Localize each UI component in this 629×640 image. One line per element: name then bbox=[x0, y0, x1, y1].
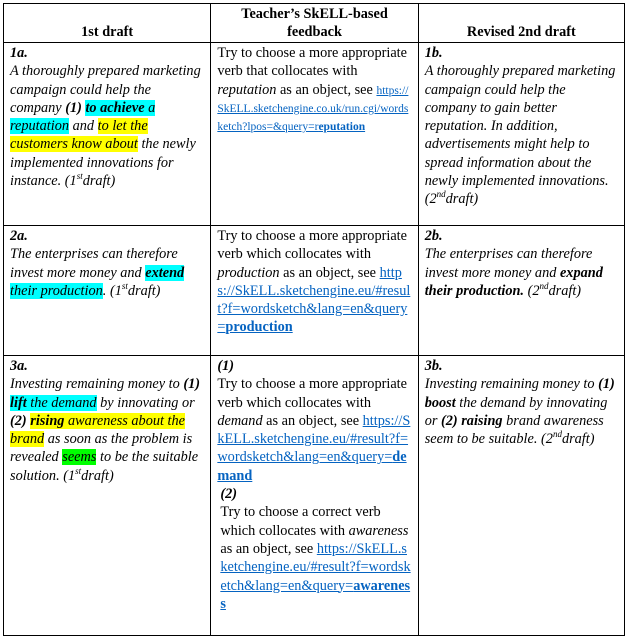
table-row bbox=[4, 43, 625, 226]
skell-link[interactable]: https://SkELL.sketchengine.co.uk/run.cgi/wordsketch?lpos=&query=reputation bbox=[217, 84, 409, 134]
item-label: 1b. bbox=[424, 45, 443, 61]
revised-draft-cell: 3b. Investing remaining money to (1) boost the demand by innovating or (2) raising brand awareness seem to be suitable. (2nddraft) bbox=[418, 356, 624, 636]
skell-link[interactable]: https://SkELL.sketchengine.eu/#result?f=wordsketch&lang=en&query=demand bbox=[217, 412, 411, 484]
table-row bbox=[4, 356, 625, 636]
item-label: 3a. bbox=[10, 358, 28, 374]
feedback-cell: Try to choose a more appropriate verb that collocates with reputation as an object, see https://SkELL.sketchengine.co.uk/run.cgi/wordsketch?lpos=&query=reputation bbox=[211, 43, 418, 226]
skell-link[interactable]: https://SkELL.sketchengine.eu/#result?f=wordsketch&lang=en&query=production bbox=[217, 264, 411, 336]
feedback-cell: Try to choose a more appropriate verb which collocates with production as an object, see https://SkELL.sketchengine.eu/#result?f=wordsketch&lang=en&query=production bbox=[211, 226, 418, 356]
table-row bbox=[4, 226, 625, 356]
first-draft-cell: 2a. The enterprises can therefore invest more money and extend their production. (1stdraft) bbox=[4, 226, 211, 356]
feedback-cell: (1) Try to choose a more appropriate verb which collocates with demand as an object, see https://SkELL.sketchengine.eu/#result?f=wordsketch&lang=en&query=demand (2) Try to choose a correct verb which collocates with awareness as an object, see https://SkELL.sketchengine.eu/#result?f=wordsketch&lang=en&query=awareness bbox=[211, 356, 418, 636]
item-label: 1a. bbox=[10, 45, 28, 61]
item-label: 3b. bbox=[424, 358, 443, 374]
header-teacher-feedback: Teacher’s SkELL-based feedback bbox=[211, 4, 418, 43]
feedback-table bbox=[3, 3, 625, 636]
header-revised-draft: Revised 2nd draft bbox=[418, 4, 624, 43]
first-draft-cell: 1a. A thoroughly prepared marketing campaign could help the company (1) to achieve a reputation and to let the customers know about the newly implemented innovations for instance. (1stdraft) bbox=[4, 43, 211, 226]
highlight-yellow: to let the customers know about bbox=[10, 118, 148, 153]
header-first-draft: 1st draft bbox=[4, 4, 211, 43]
skell-link[interactable]: https://SkELL.sketchengine.eu/#result?f=wordsketch&lang=en&query=awareness bbox=[220, 540, 411, 612]
highlight-green: seems bbox=[62, 449, 97, 466]
header-row bbox=[4, 4, 625, 43]
revised-draft-cell: 1b. A thoroughly prepared marketing campaign could help the company to gain better reputation. In addition, advertisements might help to spread information about the newly implemented innovations. (2nddraft) bbox=[418, 43, 624, 226]
feedback-marker: (1) bbox=[217, 358, 235, 374]
item-label: 2b. bbox=[424, 228, 443, 244]
first-draft-cell: 3a. Investing remaining money to (1) lift the demand by innovating or (2) rising awareness about the brand as soon as the problem is revealed seems to be the suitable solution. (1stdraft) bbox=[4, 356, 211, 636]
feedback-marker: (2) bbox=[220, 486, 238, 503]
item-label: 2a. bbox=[10, 228, 28, 244]
feedback-part-2: (2) Try to choose a correct verb which collocates with awareness as an object, see https://SkELL.sketchengine.eu/#result?f=wordsketch&lang=en&query=awareness bbox=[217, 485, 412, 613]
revised-draft-cell: 2b. The enterprises can therefore invest more money and expand their production. (2nddraft) bbox=[418, 226, 624, 356]
